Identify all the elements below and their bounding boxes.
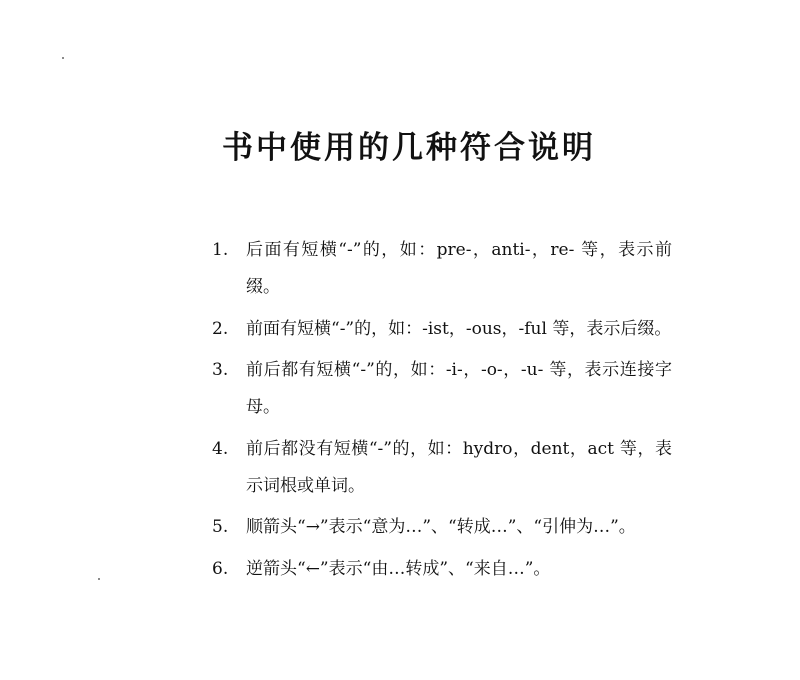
item-number: 4. <box>212 438 229 459</box>
item-text: 前面有短横“-”的，如：-ist，-ous，-ful 等，表示后缀。 <box>246 318 672 339</box>
item-number: 1. <box>212 240 229 260</box>
item-number: 5. <box>212 517 229 537</box>
scan-speck <box>62 57 64 59</box>
list-item <box>212 232 672 306</box>
notes-list <box>212 232 672 592</box>
item-text: 前后都有短横“-”的，如：-i-，-o-，-u- 等，表示连接字母。 <box>246 360 672 417</box>
item-number: 2. <box>212 318 229 339</box>
item-text: 后面有短横“-”的，如：pre-，anti-，re- 等，表示前缀。 <box>246 240 672 297</box>
page-title: 书中使用的几种符合说明 <box>222 130 596 166</box>
list-item <box>212 509 672 546</box>
item-text: 逆箭头“←”表示“由…转成”、“来自…”。 <box>246 558 551 579</box>
list-item <box>212 431 672 505</box>
item-number: 3. <box>212 360 229 380</box>
scan-speck <box>98 578 100 580</box>
item-text: 顺箭头“→”表示“意为…”、“转成…”、“引伸为…”。 <box>246 517 636 537</box>
list-item <box>212 551 672 588</box>
item-number: 6. <box>212 558 229 579</box>
list-item <box>212 352 672 426</box>
list-item <box>212 311 672 348</box>
item-text: 前后都没有短横“-”的，如：hydro，dent，act 等，表示词根或单词。 <box>246 438 672 496</box>
